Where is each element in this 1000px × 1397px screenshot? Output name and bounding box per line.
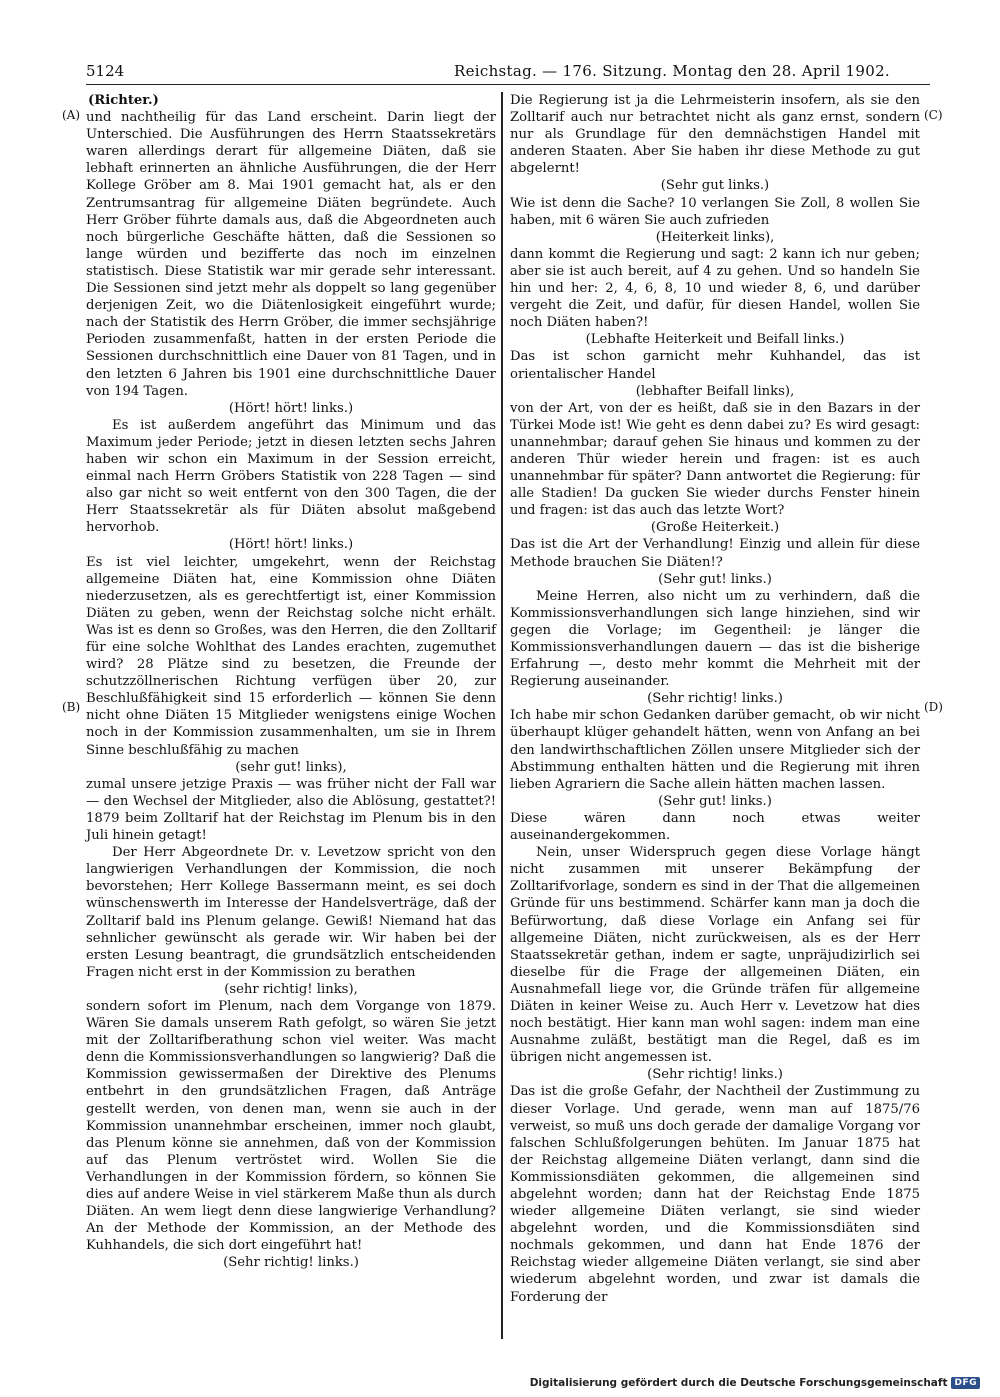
paragraph: Nein, unser Widerspruch gegen diese Vorlage hängt nicht zusammen mit unserer Bekämpfung der Zolltarifvorlage, sondern es sind in der That die allgemeinen Gründe für uns bestimmend. Schärfer kann man ja doch die Befürwortung, daß diese Vorlage ein Anfang sei für allgemeine Diäten, nicht zurückweisen, als es der Herr Staatssekretär gethan, indem er sagte, unpräjudizirlich sei dieselbe für die Frage der allgemeinen Diäten, ein Ausnahmefall liege vor, die Gründe träfen für allgemeine Diäten in keiner Weise zu. Auch Herr v. Levetzow hat dies noch bestätigt. Hier kann man wohl sagen: indem man eine Ausnahme zuläßt, bestätigt man die Regel, daß es im übrigen nicht angemessen ist. xyxy=(510,845,920,1066)
running-head: Reichstag. — 176. Sitzung. Montag den 28. April 1902. xyxy=(454,62,890,80)
paragraph: Ich habe mir schon Gedanken darüber gemacht, ob wir nicht überhaupt klüger gehandelt hätten, wenn von Anfang an bei den landwirthschaftlichen Zöllen unsere Mitglieder sich der Abstimmung enthalten hätten und die Regierung mit ihren lieben Agrariern die Sache allein hätten machen lassen. xyxy=(510,708,920,792)
audience-reaction: (Sehr gut links.) xyxy=(660,178,770,194)
paragraph: zumal unsere jetzige Praxis — was früher nicht der Fall war — den Wechsel der Mitglieder, also die Ablösung, gestattet?! 1879 beim Zolltarif hat der Reichstag im Plenum bis in den Juli hinein getagt! xyxy=(86,776,496,844)
audience-reaction: (sehr gut! links), xyxy=(235,759,347,775)
audience-reaction: (sehr richtig! links), xyxy=(224,981,358,997)
audience-reaction: (Hört! hört! links.) xyxy=(228,400,354,416)
paragraph: Es ist viel leichter, umgekehrt, wenn der Reichstag allgemeine Diäten hat, eine Kommission ohne Diäten niederzusetzen, als es gerechtfertigt ist, einer Kommission Diäten zu geben, wenn der Reichstag solche nicht erhält. Was ist es denn so Großes, was den Herren, die den Zolltarif für eine solche Wohlthat des Landes erachten, zugemuthet wird? 28 Plätze sind zu besetzen, die Freunde der schutzzöllnerischen Richtung verfügen über 20, zur Beschlußfähigkeit sind 15 erforderlich — können Sie denn nicht ohne Diäten 15 Mitglieder wenigstens einige Wochen noch in der Kommission zusammenhalten, um sie in Ihrem Sinne beschlußfähig zu machen xyxy=(86,554,496,758)
audience-reaction: (Sehr richtig! links.) xyxy=(647,691,783,707)
audience-reaction: (Sehr richtig! links.) xyxy=(647,1067,783,1083)
paragraph: Diese wären dann noch etwas weiter auseinandergekommen. xyxy=(510,810,920,844)
audience-reaction: (Hört! hört! links.) xyxy=(228,537,354,553)
audience-reaction: (Lebhafte Heiterkeit und Beifall links.) xyxy=(585,332,845,348)
paragraph: und nachtheilig für das Land erscheint. Darin liegt der Unterschied. Die Ausführungen des Herrn Staatssekretärs waren allerdings derart für allgemeine Diäten, daß sie lebhaft erinnerten an ähnliche Ausführungen, die der Herr Kollege Gröber am 8. Mai 1901 gemacht hat, als er den Zentrumsantrag für allgemeine Diäten begründete. Auch Herr Gröber führte damals aus, daß die Abgeordneten auch noch bürgerliche Geschäfte hätten, daß die Sessionen so lange würden und bezifferte das noch im einzelnen statistisch. Diese Statistik war mir gerade sehr interessant. Die Sessionen sind jetzt mehr als doppelt so lang gegenüber derjenigen Zeit, wo die Diätenlosigkeit eingeführt wurde; nach der Statistik des Herrn Gröber, die immer sechsjährige Perioden zusammenfaßt, hatten in der ersten Periode die Sessionen durchschnittlich eine Dauer von 81 Tagen, und in den letzten 6 Jahren bis 1901 eine durchschnittliche Dauer von 194 Tagen. xyxy=(86,110,496,399)
digitization-credit xyxy=(530,1377,980,1389)
paragraph: Das ist die Art der Verhandlung! Einzig und allein für diese Methode brauchen Sie Diäten!? xyxy=(510,537,920,570)
paragraph: sondern sofort im Plenum, nach dem Vorgange von 1879. Wären Sie damals unserem Rath gefolgt, so wären Sie jetzt mit der Zolltarifberathung schon viel weiter. Was macht denn die Kommissionsverhandlungen so langwierig? Daß die Kommission gewissermaßen der Direktive des Plenums entbehrt in den grundsätzlichen Fragen, daß Anträge gestellt werden, von denen man, wenn sie auch in der Kommission unannehmbar erscheinen, immer noch glaubt, das Plenum könne sie annehmen, daß von der Kommission auf das Plenum vertröstet wird. Wollen Sie die Verhandlungen in der Kommission fördern, so können Sie dies auf andere Weise in viel stärkerem Maße thun als durch Diäten. An wem liegt denn diese langwierige Verhandlung? An der Methode der Kommission, an der Methode des Kuhhandels, die sich dort eingeführt hat! xyxy=(86,998,496,1254)
paragraph: Das ist die große Gefahr, der Nachtheil der Zustimmung zu dieser Vorlage. Und gerade, wenn man auf 1875/76 verweist, so muß uns doch gerade der damalige Vorgang vor falschen Schlußfolgerungen behüten. Im Januar 1875 hat der Reichstag allgemeine Diäten verlangt, dann sind die Kommissionsdiäten gekommen, die allgemeinen sind abgelehnt worden; dann hat der Reichstag Ende 1875 wieder allgemeine Diäten verlangt, sie sind wieder abgelehnt worden, und die Kommissionsdiäten sind nochmals gekommen, und dann hat Ende 1876 der Reichstag wieder allgemeine Diäten verlangt, sie sind aber wiederum abgelehnt worden, und zwar ist damals die Forderung der xyxy=(510,1084,920,1305)
credit-text: Digitalisierung gefördert durch die Deutsche Forschungsgemeinschaft xyxy=(529,1377,948,1389)
page-number: 5124 xyxy=(86,62,125,80)
column-divider xyxy=(501,92,503,1339)
left-column xyxy=(86,92,496,1271)
paragraph: Das ist schon garnicht mehr Kuhhandel, das ist orientalischer Handel xyxy=(510,349,920,382)
margin-marker-d: (D) xyxy=(924,700,943,714)
paragraph: von der Art, von der es heißt, daß sie in den Bazars in der Türkei Mode ist! Wie geht es denn dabei zu? Es wird gesagt: unannehmbar; darauf gehen Sie hinaus und kommen zu der anderen Thür wieder herein und fragen: ist es auch unannehmbar für später? Dann antwortet die Regierung: für alle Stadien! Da gucken Sie wieder durchs Fenster hinein und fragen: ist das auch das letzte Wort? xyxy=(510,400,920,519)
paragraph: Die Regierung ist ja die Lehrmeisterin insofern, als sie den Zolltarif auch nur betrachtet nicht als ganz ernst, sondern nur als Grundlage für den demnächstigen Handel mit anderen Staaten. Aber Sie haben ihr diese Methode zu gut abgelernt! xyxy=(510,93,920,177)
margin-marker-a: (A) xyxy=(62,108,81,122)
dfg-logo: DFG xyxy=(951,1377,980,1389)
audience-reaction: (Sehr richtig! links.) xyxy=(223,1255,359,1271)
margin-marker-b: (B) xyxy=(62,700,81,714)
margin-marker-c: (C) xyxy=(924,108,943,122)
audience-reaction: (Sehr gut! links.) xyxy=(658,571,772,587)
audience-reaction: (lebhafter Beifall links), xyxy=(635,383,795,399)
audience-reaction: (Heiterkeit links), xyxy=(655,229,775,245)
right-column xyxy=(510,92,920,1306)
paragraph: Der Herr Abgeordnete Dr. v. Levetzow spricht von den langwierigen Verhandlungen der Kommission, die noch bevorstehen; Herr Kollege Bassermann meint, es sei doch wünschenswerth im Interesse der Handelsverträge, daß der Zolltarif bald ins Plenum gelange. Gewiß! Niemand hat das sehnlicher gewünscht als gerade wir. Wir haben bei der ersten Lesung beantragt, die grundsätzlich entscheidenden Fragen nicht erst in der Kommission zu berathen xyxy=(86,845,496,980)
audience-reaction: (Sehr gut! links.) xyxy=(658,793,772,809)
audience-reaction: (Große Heiterkeit.) xyxy=(650,520,780,536)
page-header xyxy=(86,60,930,85)
paragraph: Es ist außerdem angeführt das Minimum und das Maximum jeder Periode; jetzt in diesen letzten sechs Jahren haben wir schon ein Maximum in der Session erreicht, einmal nach Herrn Gröbers Statistik von 228 Tagen — sind also gar nicht so weit entfernt von den 300 Tagen, die der Herr Staatssekretär als für Diäten absolut maßgebend hervorhob. xyxy=(86,417,496,536)
paragraph: Wie ist denn die Sache? 10 verlangen Sie Zoll, 8 wollen Sie haben, mit 6 wären Sie auch zufrieden xyxy=(510,195,920,228)
speaker-name: (Richter.) xyxy=(88,93,159,108)
paragraph: Meine Herren, also nicht um zu verhindern, daß die Kommissionsverhandlungen sich lange hinziehen, sind wir gegen die Vorlage; im Gegentheil: je länger die Kommissionsverhandlungen dauern — das ist die bisherige Erfahrung —, desto mehr kommt die Mehrheit mit der Regierung auseinander. xyxy=(510,588,920,690)
paragraph: dann kommt die Regierung und sagt: 2 kann ich nur geben; aber sie ist auch bereit, auf 4 zu gehen. Und so handeln Sie hin und her: 2, 4, 6, 8, 10 und wieder 8, 6, und darüber vergeht die Zeit, und dafür, für diesen Handel, wollen Sie noch Diäten haben?! xyxy=(510,246,920,331)
